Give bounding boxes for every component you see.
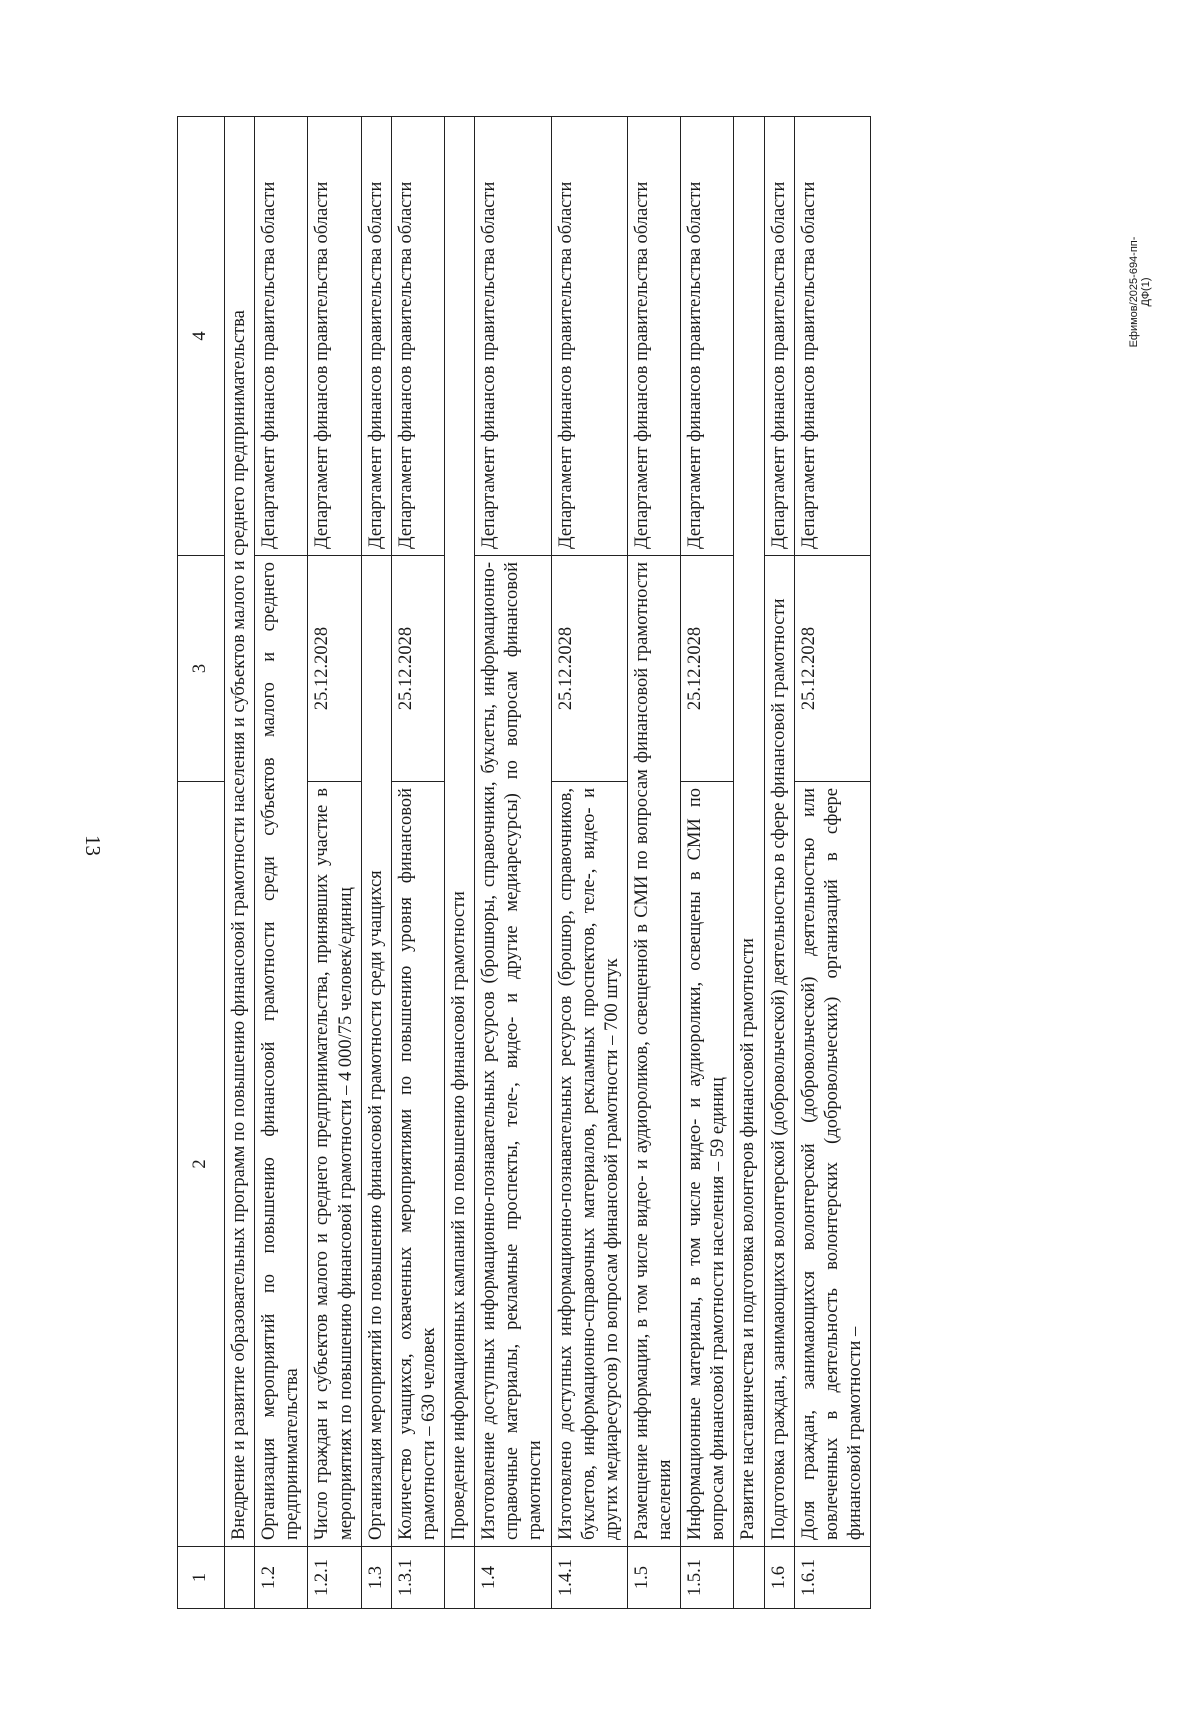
section-row (734, 117, 764, 1609)
item-description: Изготовлено доступных информационно-познавательных ресурсов (брошюр, справочников, буклетов, информационно-справочных материалов, рекламных проспектов, теле-, видео- и других медиаресурсов) по вопросам финансовой грамотности – 700 штук (551, 782, 627, 1547)
item-responsible: Департамент финансов правительства области (627, 117, 680, 556)
item-responsible: Департамент финансов правительства области (391, 117, 444, 556)
empty-cell (225, 1547, 255, 1609)
item-number: 1.3.1 (391, 1547, 444, 1609)
section-row (445, 117, 475, 1609)
item-deadline: 25.12.2028 (681, 556, 734, 782)
item-responsible: Департамент финансов правительства области (475, 117, 551, 556)
item-deadline: 25.12.2028 (794, 556, 870, 782)
item-description: Информационные материалы, в том числе видео- и аудиоролики, освещены в СМИ по вопросам финансовой грамотности населения – 59 единиц (681, 782, 734, 1547)
item-description: Размещение информации, в том числе видео- и аудиороликов, освещенной в СМИ по вопросам финансовой грамотности населения (627, 556, 680, 1547)
header-col-1: 1 (178, 1547, 225, 1609)
table-row (681, 117, 734, 1609)
item-description: Организация мероприятий по повышению финансовой грамотности среди учащихся (361, 556, 391, 1547)
item-number: 1.5.1 (681, 1547, 734, 1609)
item-description: Число граждан и субъектов малого и среднего предпринимательства, принявших участие в мероприятиях по повышению финансовой грамотности – 4 000/75 человек/единиц (308, 782, 361, 1547)
header-col-2: 2 (178, 782, 225, 1547)
item-description: Подготовка граждан, занимающихся волонтерской (добровольческой) деятельностью в сфере финансовой грамотности (764, 556, 794, 1547)
item-number: 1.4 (475, 1547, 551, 1609)
page-number: 13 (81, 835, 105, 856)
item-responsible: Департамент финансов правительства области (308, 117, 361, 556)
item-number: 1.5 (627, 1547, 680, 1609)
item-number: 1.2 (255, 1547, 308, 1609)
item-deadline: 25.12.2028 (391, 556, 444, 782)
table-row (551, 117, 627, 1609)
item-number: 1.2.1 (308, 1547, 361, 1609)
item-responsible: Департамент финансов правительства области (794, 117, 870, 556)
section-title: Внедрение и развитие образовательных программ по повышению финансовой грамотности населения и субъектов малого и среднего предпринимательства (225, 117, 255, 1547)
table-row (475, 117, 551, 1609)
section-row (225, 117, 255, 1609)
item-description: Организация мероприятий по повышению финансовой грамотности среди субъектов малого и среднего предпринимательства (255, 556, 308, 1547)
item-deadline: 25.12.2028 (308, 556, 361, 782)
empty-cell (734, 1547, 764, 1609)
item-description: Изготовление доступных информационно-познавательных ресурсов (брошюры, справочники, буклеты, информационно-справочные материалы, рекламные проспекты, теле-, видео- и другие медиаресурсы) по вопросам финансовой грамотности (475, 556, 551, 1547)
item-responsible: Департамент финансов правительства области (551, 117, 627, 556)
table-row (361, 117, 391, 1609)
item-deadline: 25.12.2028 (551, 556, 627, 782)
plan-table (177, 116, 871, 1609)
item-number: 1.3 (361, 1547, 391, 1609)
item-responsible: Департамент финансов правительства области (361, 117, 391, 556)
table-row (391, 117, 444, 1609)
item-number: 1.4.1 (551, 1547, 627, 1609)
section-title: Развитие наставничества и подготовка волонтеров финансовой грамотности (734, 117, 764, 1547)
header-col-4: 4 (178, 117, 225, 556)
table-row (255, 117, 308, 1609)
item-responsible: Департамент финансов правительства области (764, 117, 794, 556)
empty-cell (445, 1547, 475, 1609)
table-row (764, 117, 794, 1609)
table-row (794, 117, 870, 1609)
item-description: Количество учащихся, охваченных мероприятиями по повышению уровня финансовой грамотности – 630 человек (391, 782, 444, 1547)
header-col-3: 3 (178, 556, 225, 782)
document-code: Ефимов/2025-694-пп-ДФ(1) (1128, 236, 1152, 348)
item-number: 1.6 (764, 1547, 794, 1609)
table-header-row (178, 117, 225, 1609)
item-description: Доля граждан, занимающихся волонтерской (добровольческой) деятельностью или вовлеченных в деятельность волонтерских (добровольческих) организаций в сфере финансовой грамотности – (794, 782, 870, 1547)
table-row (627, 117, 680, 1609)
rotated-table-container (177, 117, 1048, 1609)
item-number: 1.6.1 (794, 1547, 870, 1609)
section-title: Проведение информационных кампаний по повышению финансовой грамотности (445, 117, 475, 1547)
item-responsible: Департамент финансов правительства области (255, 117, 308, 556)
item-responsible: Департамент финансов правительства области (681, 117, 734, 556)
table-row (308, 117, 361, 1609)
